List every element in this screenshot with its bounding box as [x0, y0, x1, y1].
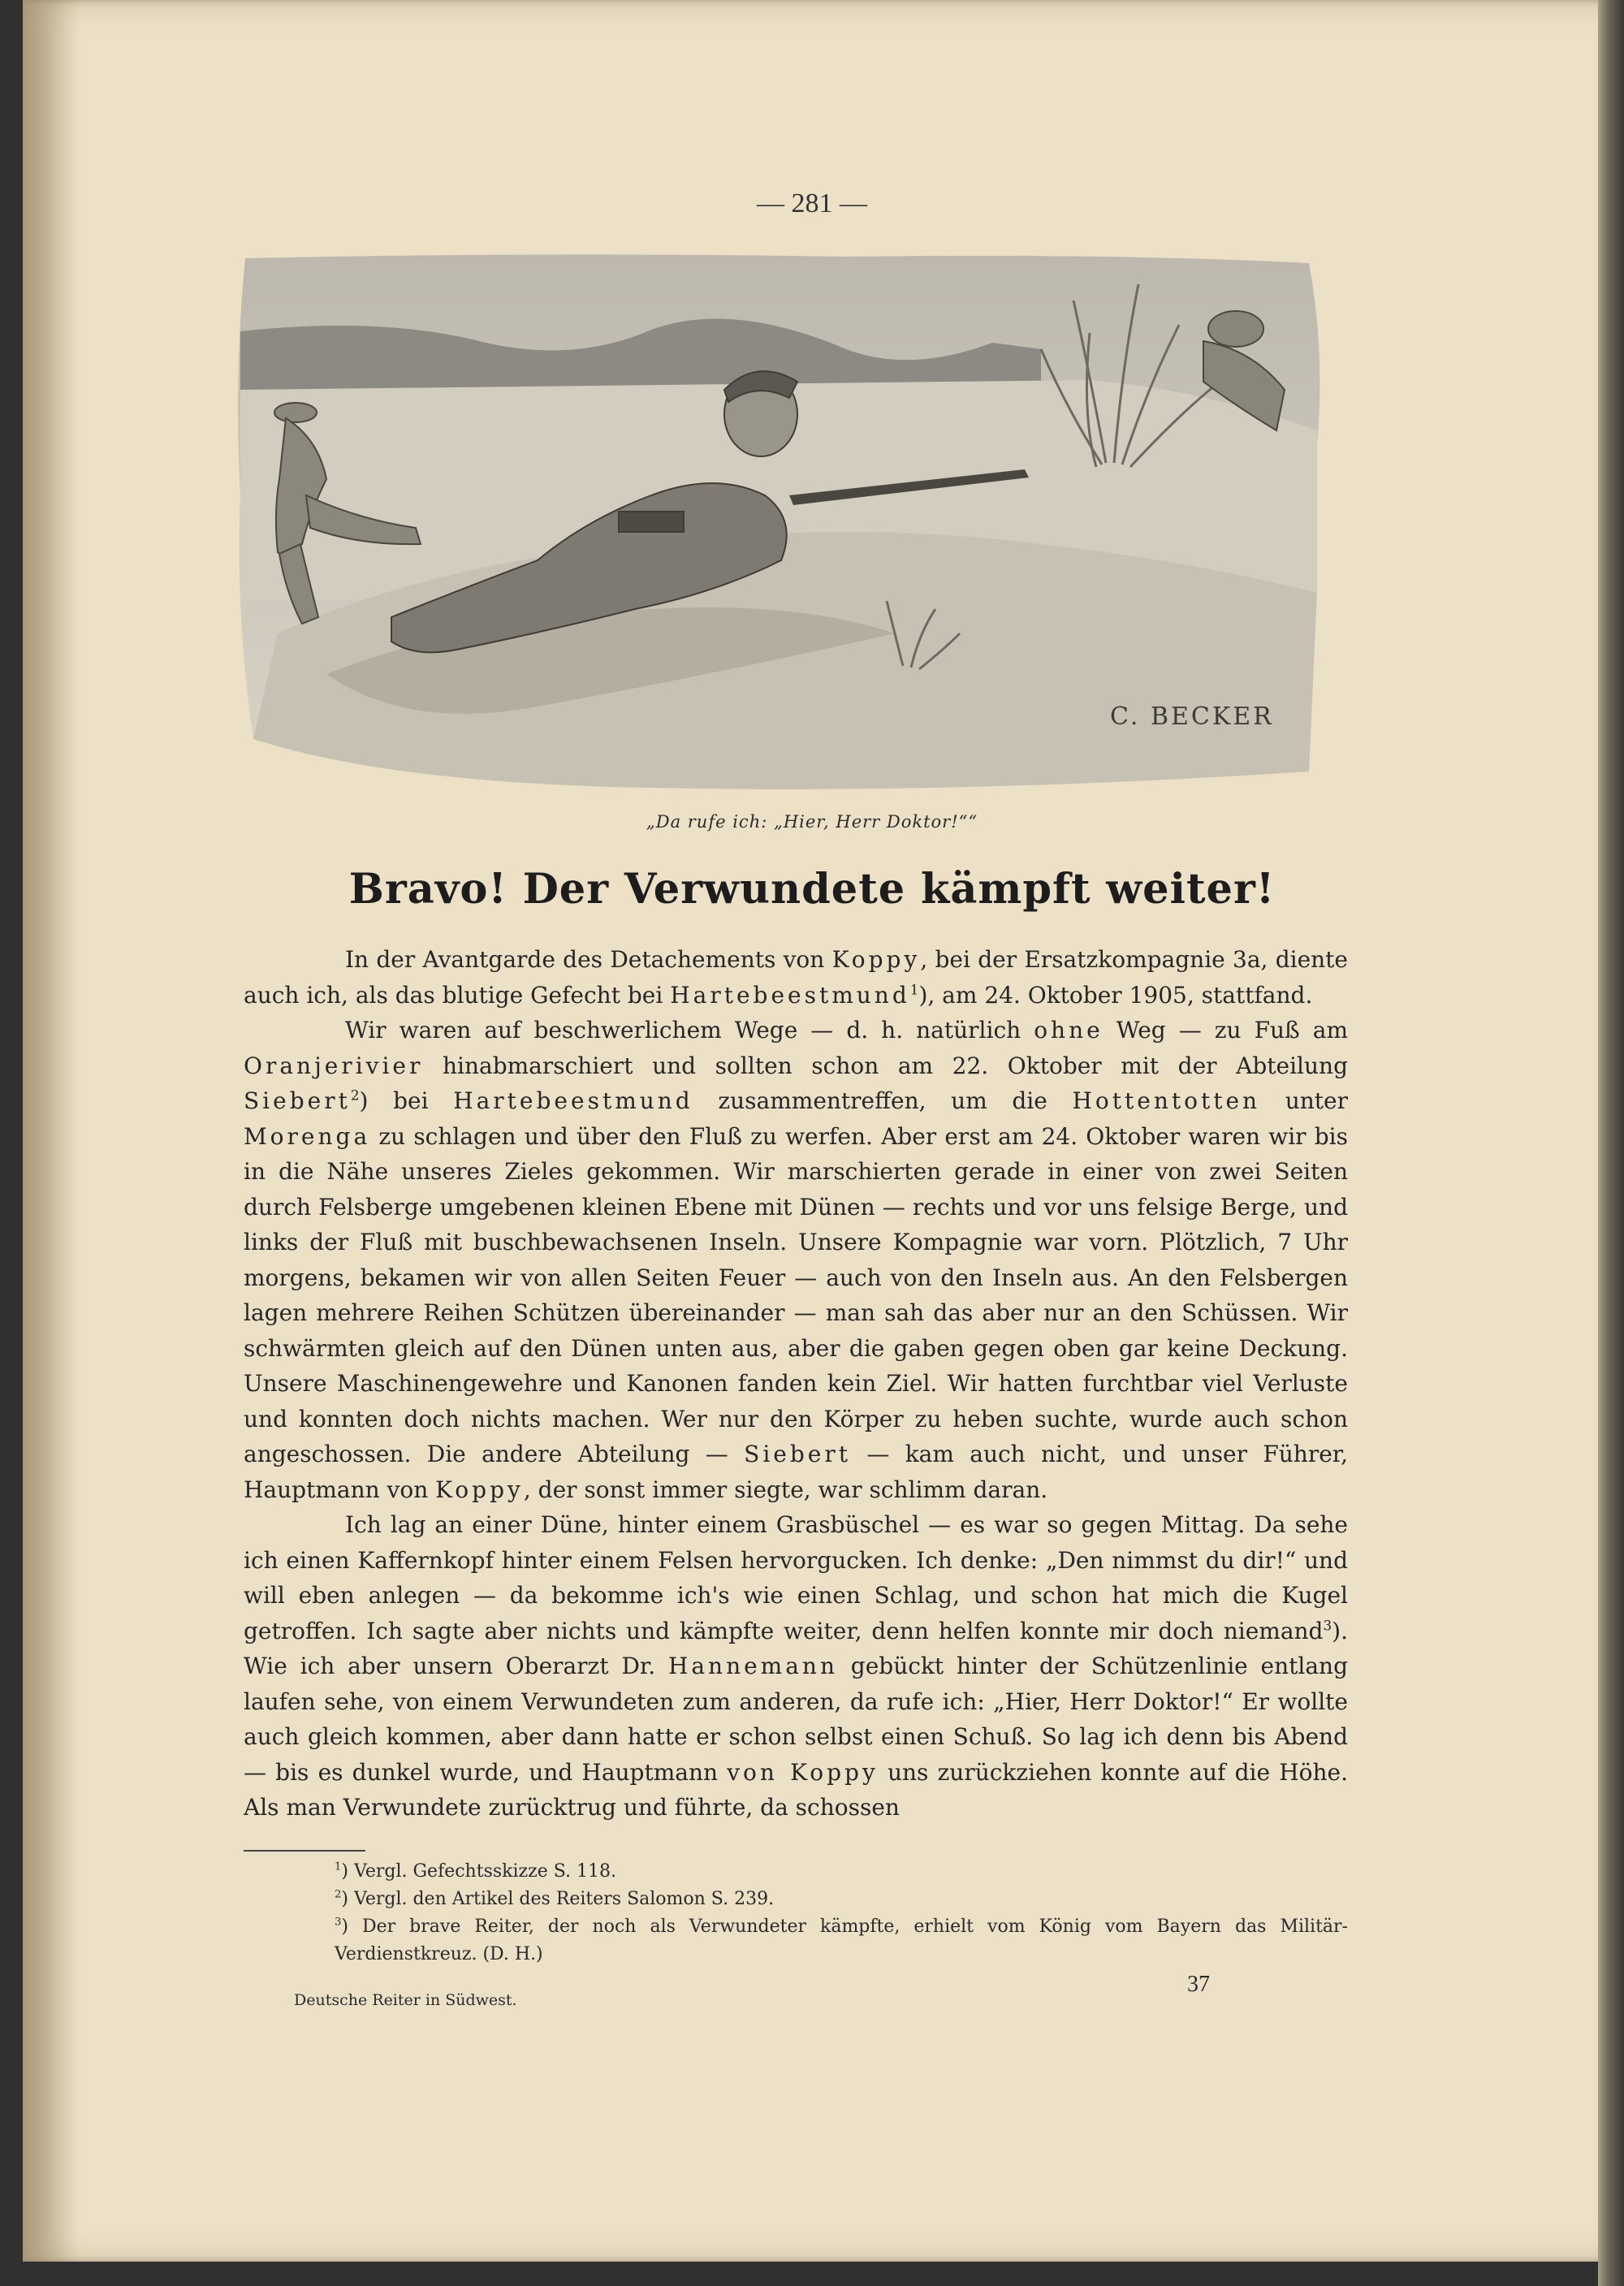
footnote-1: [244, 1858, 1348, 1886]
footnote-text: ) Vergl. den Artikel des Reiters Salomon S. 239.: [341, 1889, 775, 1909]
paragraph-3: [244, 1507, 1348, 1826]
text-run: Ich lag an einer Düne, hinter einem Grasbüschel — es war so gegen Mittag. Da sehe ich einen Kaffernkopf hinter einem Felsen hervorgucken. Ich denke: „Den nimmst du dir!“ und will eben anlegen — da bekomme ich's wie einen Schlag, und schon hat mich die Kugel getroffen. Ich sagte aber nichts und kämpfte weiter, denn helfen konnte mir doch niemand: [244, 1511, 1348, 1644]
spaced-name: Hartebeestmund: [453, 1087, 693, 1114]
spaced-name: Hannemann: [667, 1653, 838, 1679]
footnote-mark: 1: [335, 1860, 342, 1873]
text-run: , der sonst immer siegte, war schlimm daran.: [523, 1476, 1048, 1503]
paragraph-1: [244, 942, 1348, 1013]
book-edge: [1598, 0, 1624, 2286]
text-run: zusammentreffen, um die: [693, 1087, 1073, 1114]
spaced-name: Siebert: [744, 1441, 852, 1467]
spaced-name: Hottentotten: [1072, 1087, 1261, 1114]
text-run: Wir waren auf beschwerlichem Wege — d. h. natürlich: [345, 1017, 1034, 1044]
footnote-mark: 3: [335, 1916, 342, 1929]
text-run: unter: [1260, 1087, 1348, 1114]
spaced-name: Oranjerivier: [244, 1052, 424, 1079]
text-run: hinabmarschiert und sollten schon am 22. Oktober mit der Abteilung: [423, 1052, 1348, 1079]
text-run: zu schlagen und über den Fluß zu werfen. Aber erst am 24. Oktober waren wir bis in die Nähe unseres Zieles gekommen. Wir marschierten gerade in einer von zwei Seiten durch Felsberge umgebenen kleinen Ebene mit Dünen — rechts und vor uns felsige Berge, und links der Fluß mit buschbewachsenen Inseln. Unsere Kompagnie war vorn. Plötzlich, 7 Uhr morgens, bekamen wir von allen Seiten Feuer — auch von den Inseln aus. An den Felsbergen lagen mehrere Reihen Schützen übereinander — man sah das aber nur an den Schüssen. Wir schwärmten gleich auf den Dünen unten aus, aber die gaben gegen oben gar keine Deckung. Unsere Maschinengewehre und Kanonen fanden kein Ziel. Wir hatten furchtbar viel Verluste und konnten doch nichts machen. Wer nur den Körper zu heben suchte, wurde auch schon angeschossen. Die andere Abteilung —: [244, 1122, 1348, 1467]
article-body: [244, 942, 1348, 1826]
spaced-name: von Koppy: [727, 1758, 879, 1786]
footnote-ref: 2: [350, 1087, 360, 1104]
paragraph-2: [244, 1013, 1348, 1507]
page-number: — 281 —: [757, 188, 867, 218]
footnote-3: [244, 1913, 1348, 1968]
text-run: In der Avantgarde des Detachements von: [345, 946, 832, 973]
text-run: ), am 24. Oktober 1905, stattfand.: [918, 981, 1313, 1009]
footnote-ref: 1: [909, 981, 919, 998]
footnotes: [244, 1858, 1348, 1968]
text-run: uns zurückziehen konnte auf die Höhe. Als man Verwundete zurücktrug und führte, da schossen: [244, 1758, 1348, 1821]
signature-line: Deutsche Reiter in Südwest.: [294, 1991, 517, 2009]
spaced-name: Siebert: [244, 1087, 351, 1114]
spaced-name: Koppy: [435, 1476, 524, 1503]
illustration-caption: „Da rufe ich: „Hier, Herr Doktor!““: [646, 812, 978, 832]
text-run: ) bei: [359, 1087, 454, 1114]
footnote-ref: 3: [1323, 1617, 1332, 1634]
text-run: — kam auch nicht, und unser Führer, Hauptmann von: [244, 1441, 1348, 1503]
article-title: Bravo! Der Verwundete kämpft weiter!: [348, 865, 1276, 914]
footnote-2: [244, 1886, 1348, 1913]
text-run: gebückt hinter der Schützenlinie entlang laufen sehe, von einem Verwundeten zum anderen, da rufe ich: „Hier, Herr Doktor!“ Er wollte auch gleich kommen, aber dann hatte er schon selbst einen Schuß. So lag ich denn bis Abend — bis es dunkel wurde, und Hauptmann: [244, 1653, 1348, 1786]
illustration-signature: C. BECKER: [1110, 702, 1274, 731]
spaced-word: ohne: [1034, 1017, 1104, 1044]
footnote-divider: [244, 1850, 365, 1852]
footnote-text: ) Vergl. Gefechtsskizze S. 118.: [341, 1861, 616, 1882]
spaced-name: Hartebeestmund: [670, 981, 910, 1009]
spaced-name: Morenga: [244, 1122, 371, 1150]
text-run: ). Wie ich aber unsern Oberarzt Dr.: [244, 1617, 1348, 1679]
illustration-soldiers-firing: [229, 252, 1343, 797]
footnote-mark: 2: [335, 1888, 342, 1901]
footnote-text: ) Der brave Reiter, der noch als Verwundeter kämpfte, erhielt vom König vom Bayern das Militär-Verdienstkreuz. (D. H.): [335, 1917, 1348, 1964]
page-gutter-shadow: [23, 0, 80, 2262]
signature-number: 37: [1187, 1972, 1210, 1997]
text-run: Weg — zu Fuß am: [1103, 1017, 1348, 1044]
spaced-name: Koppy: [831, 946, 921, 973]
text-run: , bei der Ersatzkompagnie 3a, diente auch ich, als das blutige Gefecht bei: [244, 946, 1348, 1009]
